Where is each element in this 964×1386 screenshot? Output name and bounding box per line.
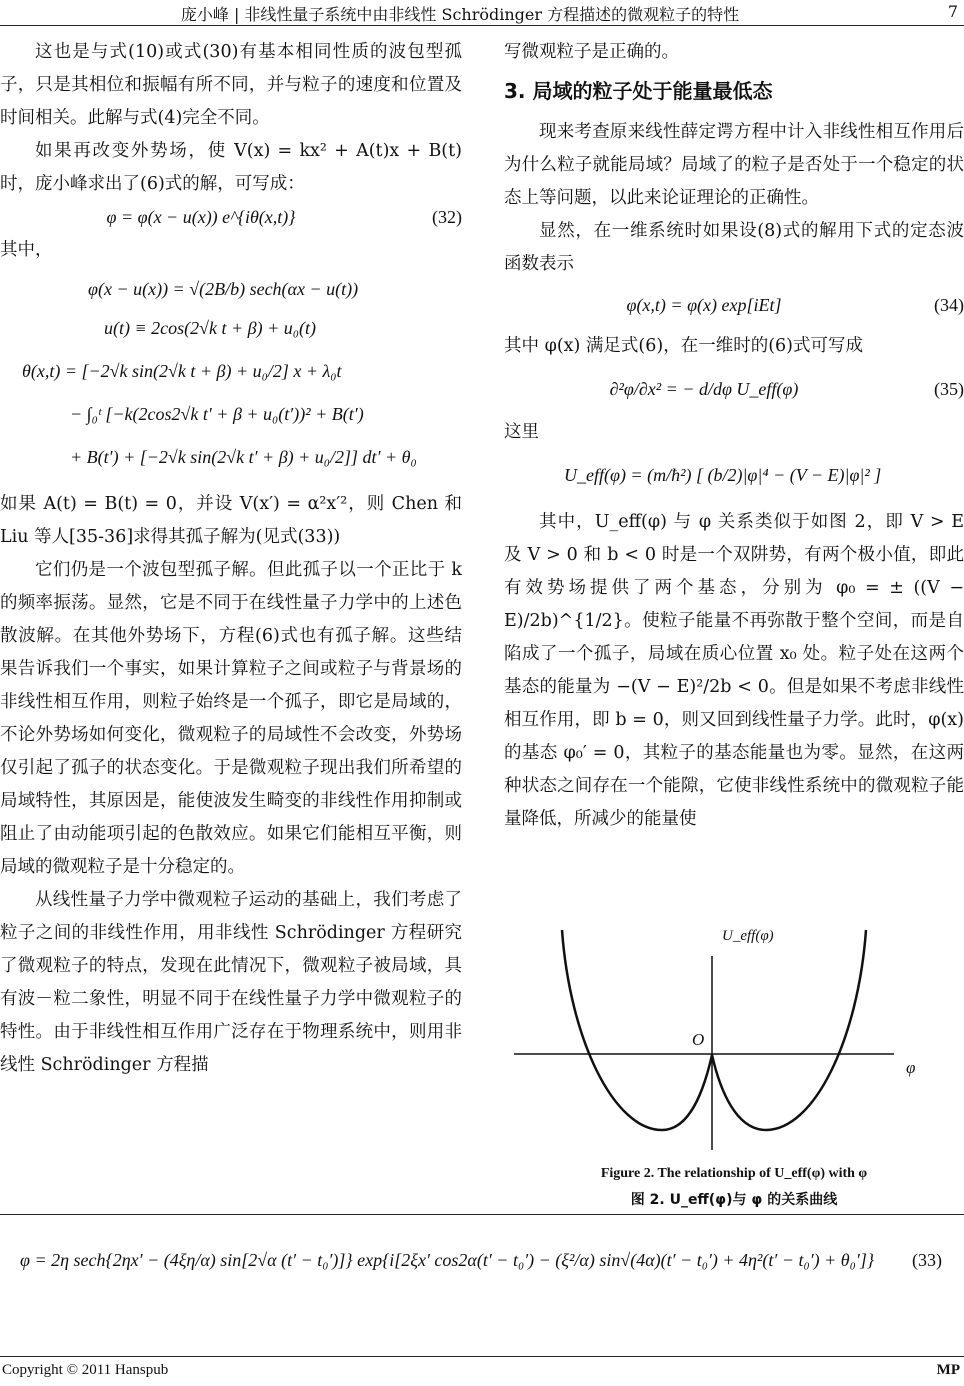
equation-body: φ = 2η sech{2ηx′ − (4ξη/α) sin[2√α (t′ − t₀′)]} exp{i[2ξx′ cos2α(t′ − t₀′) − (ξ²/α) sin√(4α)(t′ − t₀′) + 4η²(t′ − t₀′) + θ₀′]}	[20, 1250, 875, 1270]
potential-curve	[562, 930, 866, 1130]
right-column	[504, 36, 964, 836]
equation-body: φ = φ(x − u(x)) e^{iθ(x,t)}	[106, 207, 296, 227]
equation-number: (32)	[432, 207, 462, 227]
paragraph: 其中，U_eff(φ) 与 φ 关系类似于如图 2，即 V > E 及 V > 0 和 b < 0 时是一个双阱势，有两个极小值，即此有效势场提供了两个基态，分别为 φ₀ = ± ((V − E)/2b)^{1/2}。使粒子能量不再弥散于整个空间，而是自陷成了一个孤子，局域在质心位置 x₀ 处。粒子处在这两个基态的能量为 −(V − E)²/2b < 0。但是如果不考虑非线性相互作用，即 b = 0，则又回到线性量子力学。此时，φ(x) 的基态 φ₀′ = 0，其粒子的基态能量也为零。显然，在这两种状态之间存在一个能隙，它使非线性系统中的微观粒子能量降低，所减少的能量使	[504, 512, 964, 829]
paragraph: 它们仍是一个波包型孤子解。但此孤子以一个正比于 k 的频率振荡。显然，它是不同于在线性量子力学中的上述色散波解。在其他外势场下，方程(6)式也有孤子解。这些结果告诉我们一个事实，如果计算粒子之间或粒子与背景场的非线性相互作用，则粒子始终是一个孤子，即它是局域的，不论外势场如何变化，微观粒子的局域性不会改变，外势场仅引起了孤子的状态变化。于是微观粒子现出我们所希望的局域特性，其原因是，能使波发生畸变的非线性作用抑制或阻止了由动能项引起的色散效应。如果它们能相互平衡，则局域的微观粒子是十分稳定的。	[0, 560, 462, 877]
paragraph: 现来考查原来线性薛定谔方程中计入非线性相互作用后为什么粒子就能局域？局域了的粒子是否处于一个稳定的状态上等问题，以此来论证理论的正确性。	[504, 122, 964, 208]
paragraph: 其中，	[0, 240, 53, 260]
equation-body: ∂²φ/∂x² = − d/dφ U_eff(φ)	[609, 379, 799, 399]
equation-line: θ(x,t) = [−2√k sin(2√k t + β) + u₀/2] x + λ₀t	[22, 361, 342, 381]
double-well-plot	[504, 920, 964, 1160]
page-number: 7	[947, 2, 958, 21]
figure-caption-en: Figure 2. The relationship of U_eff(φ) with φ	[600, 1166, 868, 1181]
paragraph: 其中 φ(x) 满足式(6)，在一维时的(6)式可写成	[504, 336, 863, 356]
running-title: 庞小峰 | 非线性量子系统中由非线性 Schrödinger 方程描述的微观粒子的特性	[180, 5, 740, 24]
equation-line: u(t) ≡ 2cos(2√k t + β) + u₀(t)	[104, 318, 316, 338]
section-heading: 3. 局域的粒子处于能量最低态	[504, 79, 773, 103]
equation-line: U_eff(φ) = (m/ħ²) [ (b/2)|φ|⁴ − (V − E)|φ|² ]	[564, 465, 882, 485]
header-rule	[0, 25, 964, 26]
copyright-text: Copyright © 2011 Hanspub	[2, 1362, 169, 1378]
paragraph: 如果再改变外势场，使 V(x) = kx² + A(t)x + B(t) 时，庞小峰求出了(6)式的解，可写成：	[0, 141, 462, 194]
equation-35	[504, 373, 964, 406]
journal-abbrev: MP	[936, 1362, 960, 1378]
footer-rule	[0, 1356, 964, 1357]
equation-34	[504, 289, 964, 322]
paragraph: 写微观粒子是正确的。	[504, 42, 679, 62]
page-header	[0, 0, 964, 24]
paragraph: 从线性量子力学中微观粒子运动的基础上，我们考虑了粒子之间的非线性作用，用非线性 Schrödinger 方程研究了微观粒子的特点，发现在此情况下，微观粒子被局域，具有波－粒二象性，明显不同于在线性量子力学中微观粒子的特性。由于非线性相互作用广泛存在于物理系统中，则用非线性 Schrödinger 方程描	[0, 890, 462, 1075]
figure-caption-zh: 图 2. U_eff(φ)与 φ 的关系曲线	[630, 1192, 838, 1208]
equation-number: (33)	[912, 1250, 942, 1270]
equation-body: φ(x,t) = φ(x) exp[iEt]	[626, 295, 782, 315]
paragraph: 这也是与式(10)或式(30)有基本相同性质的波包型孤子，只是其相位和振幅有所不同，并与粒子的速度和位置及时间相关。此解与式(4)完全不同。	[0, 42, 462, 128]
separator-rule	[0, 1214, 964, 1215]
equation-line: − ∫₀ᵗ [−k(2cos2√k t′ + β + u₀(t′))² + B(t′)	[70, 404, 364, 424]
origin-label: O	[692, 1030, 705, 1049]
paragraph: 如果 A(t) = B(t) = 0，并设 V(x′) = α²x′²，则 Chen 和 Liu 等人[35-36]求得其孤子解为(见式(33))	[0, 494, 462, 547]
paragraph: 显然，在一维系统时如果设(8)式的解用下式的定态波函数表示	[504, 221, 964, 274]
equation-line: + B(t′) + [−2√k sin(2√k t′ + β) + u₀/2]] dt′ + θ₀	[70, 447, 417, 467]
equation-line: φ(x − u(x)) = √(2B/b) sech(αx − u(t))	[88, 279, 359, 299]
y-axis-label: U_eff(φ)	[722, 928, 774, 944]
x-axis-label: φ	[906, 1058, 916, 1077]
equation-number: (35)	[934, 379, 964, 399]
left-column	[0, 36, 462, 1082]
equation-number: (34)	[934, 295, 964, 315]
equation-32	[0, 201, 462, 234]
paragraph: 这里	[504, 422, 539, 442]
